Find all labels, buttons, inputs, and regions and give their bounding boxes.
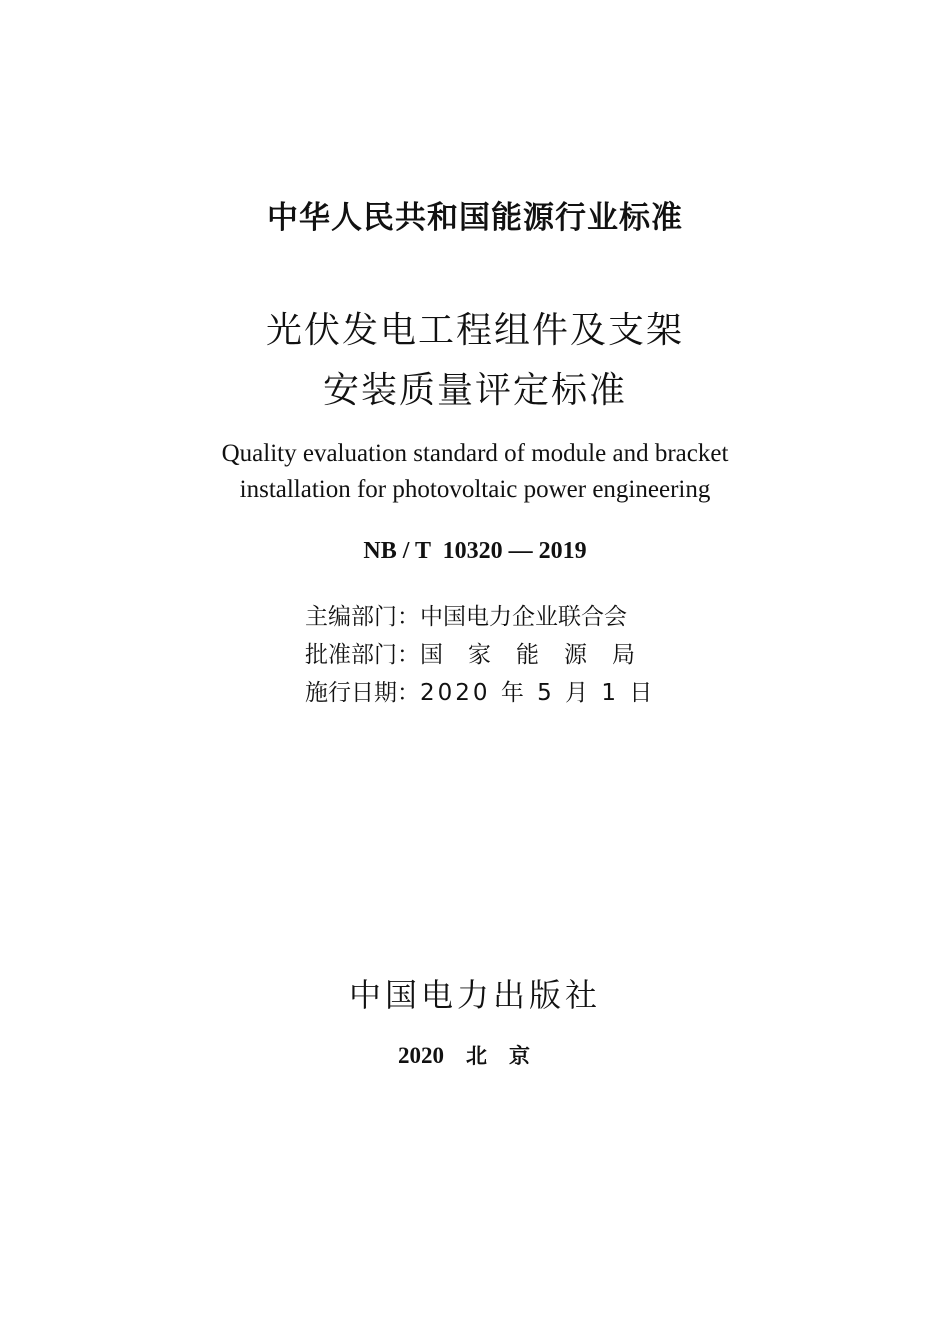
approver-label: 批准部门： <box>305 642 420 668</box>
publisher-name: 中国电力出版社 <box>348 976 601 1014</box>
title-cn-line2: 安装质量评定标准 <box>322 370 627 411</box>
effective-date-row <box>305 674 655 707</box>
approver-row <box>305 636 660 669</box>
approver-value: 国家能源局 <box>420 642 660 668</box>
effective-date-label: 施行日期： <box>305 680 420 706</box>
standard-series-heading: 中华人民共和国能源行业标准 <box>267 200 683 236</box>
editor-row <box>305 598 627 631</box>
publication-year: 2020 <box>398 1043 444 1068</box>
title-en-line2: installation for photovoltaic power engineering <box>239 476 711 503</box>
publication-place <box>0 1040 950 1070</box>
title-en-line1: Quality evaluation standard of module and bracket <box>221 440 729 467</box>
title-cn-line1: 光伏发电工程组件及支架 <box>265 310 684 351</box>
editor-label: 主编部门： <box>305 604 420 630</box>
effective-date-value: 2020 年 5 月 1 日 <box>420 680 656 706</box>
publication-city: 北京 <box>466 1044 552 1068</box>
editor-value: 中国电力企业联合会 <box>420 604 627 630</box>
standard-code: NB / T 10320 — 2019 <box>363 538 587 564</box>
